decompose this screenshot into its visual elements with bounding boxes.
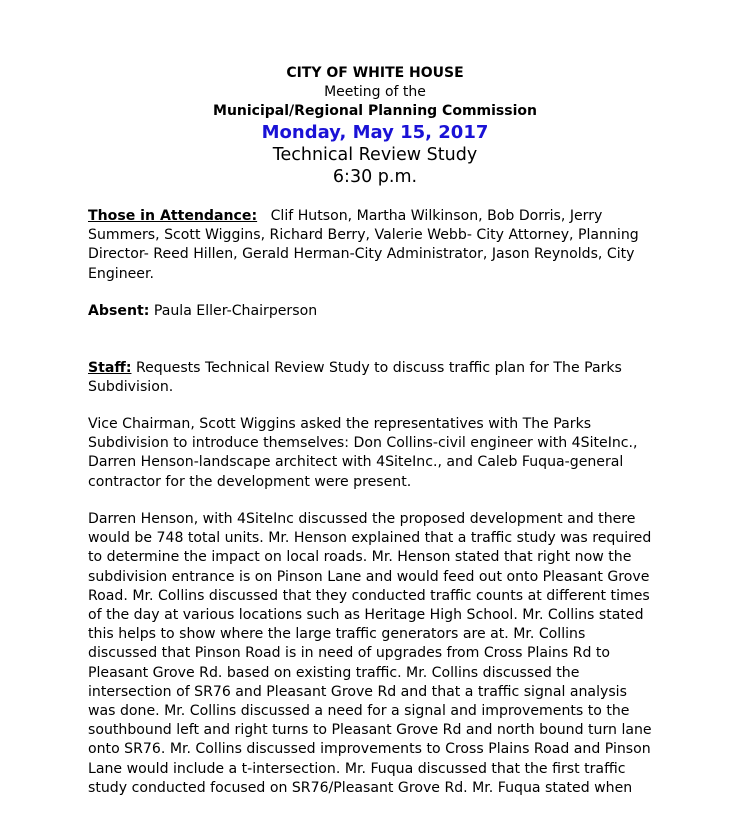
absent-paragraph xyxy=(88,302,658,321)
meeting-type: Technical Review Study xyxy=(272,145,478,165)
meeting-time: 6:30 p.m. xyxy=(332,167,418,187)
attendance-label: Those in Attendance: xyxy=(88,208,258,224)
meeting-of-line: Meeting of the xyxy=(324,84,426,100)
staff-request: Requests Technical Review Study to discuss traffic plan for The Parks Subdivision. xyxy=(88,360,622,396)
absent-list: Paula Eller-Chairperson xyxy=(153,303,318,319)
document-header xyxy=(0,64,750,188)
staff-label: Staff: xyxy=(88,360,132,376)
city-name: CITY OF WHITE HOUSE xyxy=(286,65,464,81)
attendance-paragraph xyxy=(88,207,658,284)
discussion-paragraph: Darren Henson, with 4SiteInc discussed the proposed development and there would be 748 total units. Mr. Henson explained that a traffic study was required to determine the impact on local roads. Mr. Henson stated that right now the subdivision entrance is on Pinson Lane and would feed out onto Pleasant Grove Road. Mr. Collins discussed that they conducted traffic counts at different times of the day at various locations such as Heritage High School. Mr. Collins stated this helps to show where the large traffic generators are at. Mr. Collins discussed that Pinson Road is in need of upgrades from Cross Plains Rd to Pleasant Grove Rd. based on existing traffic. Mr. Collins discussed the intersection of SR76 and Pleasant Grove Rd and that a traffic signal analysis was done. Mr. Collins discussed a need for a signal and improvements to the southbound left and right turns to Pleasant Grove Rd and north bound turn lane onto SR76. Mr. Collins discussed improvements to Cross Plains Road and Pinson Lane would include a t-intersection. Mr. Fuqua discussed that the first traffic study conducted focused on SR76/Pleasant Grove Rd. Mr. Fuqua stated when xyxy=(88,511,652,796)
introductions-paragraph: Vice Chairman, Scott Wiggins asked the representatives with The Parks Subdivision to introduce themselves: Don Collins-civil engineer with 4SiteInc., Darren Henson-landscape architect with 4SiteInc., and Caleb Fuqua-general contractor for the development were present. xyxy=(88,416,638,490)
attendance-list: Clif Hutson, Martha Wilkinson, Bob Dorris, Jerry Summers, Scott Wiggins, Richard Berry, Valerie Webb- City Attorney, Planning Director- Reed Hillen, Gerald Herman-City Administrator, Jason Reynolds, City Engineer. xyxy=(88,208,639,282)
staff-paragraph xyxy=(88,359,658,397)
meeting-date: Monday, May 15, 2017 xyxy=(261,122,489,143)
absent-label: Absent: xyxy=(88,303,150,319)
commission-name: Municipal/Regional Planning Commission xyxy=(213,103,537,119)
